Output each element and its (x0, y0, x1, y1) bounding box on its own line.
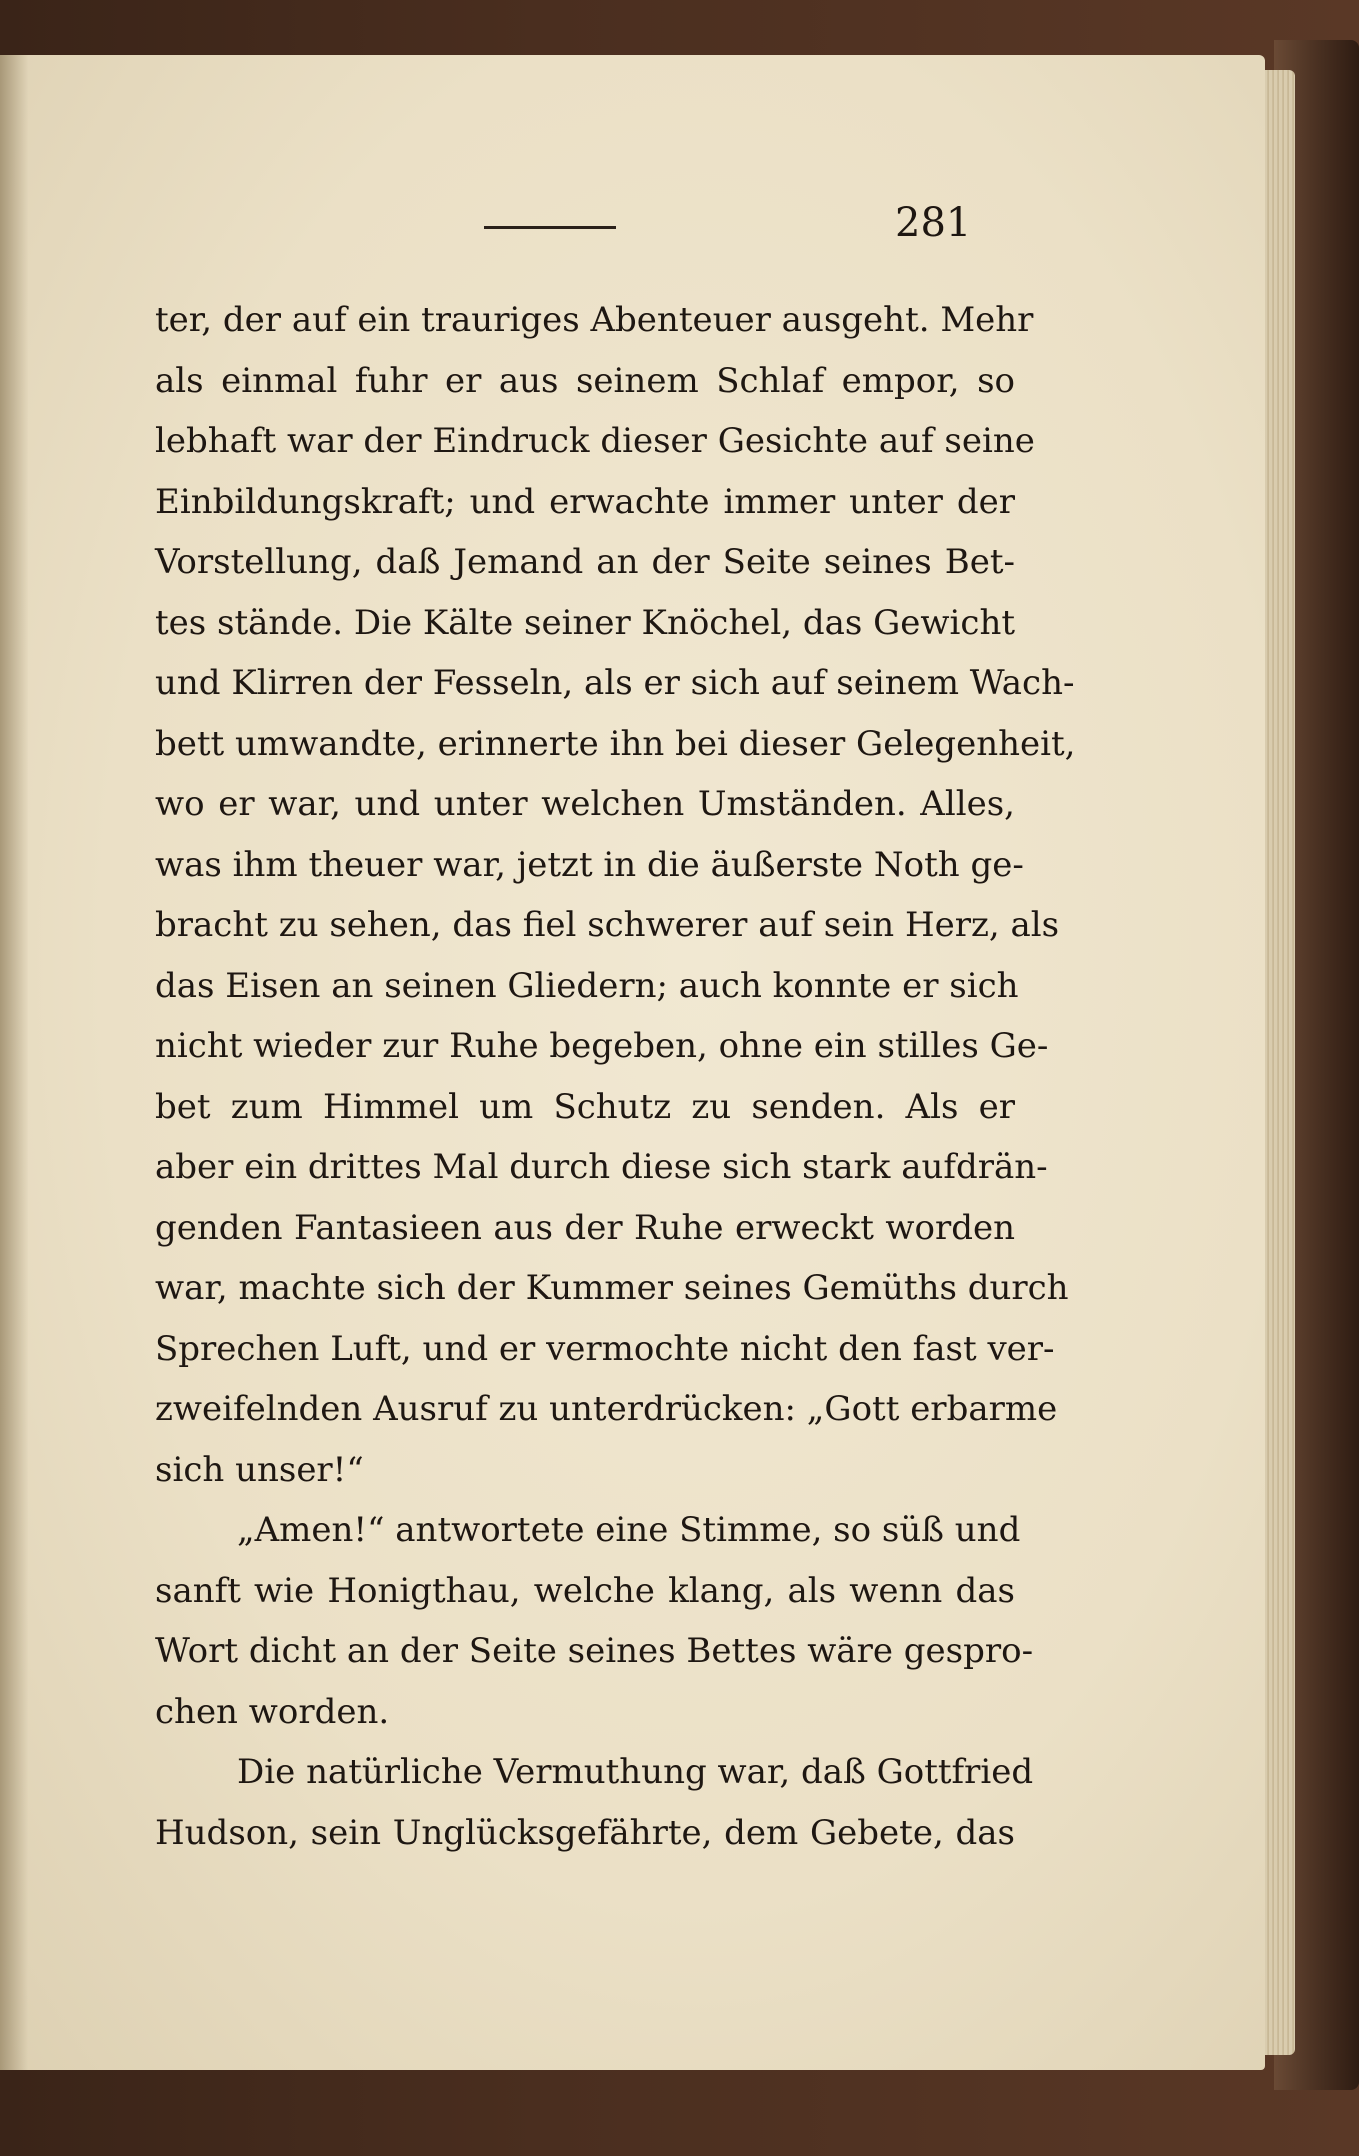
text-line: war, machte sich der Kummer seines Gemüths durch (155, 1268, 1069, 1308)
text-line: sanft wie Honigthau, welche klang, als wenn das (155, 1570, 1015, 1611)
text-line: wo er war, und unter welchen Umständen. Alles, (155, 784, 1015, 824)
page-header (0, 190, 1265, 250)
text-line: bet zum Himmel um Schutz zu senden. Als er (155, 1086, 1015, 1127)
text-line: „Amen!“ antwortete eine Stimme, so süß und (237, 1510, 1021, 1550)
text-line: Sprechen Luft, und er vermochte nicht den fast ver- (155, 1328, 1055, 1369)
text-line: bracht zu sehen, das fiel schwerer auf sein Herz, als (155, 905, 1060, 945)
text-line: Vorstellung, daß Jemand an der Seite seines Bet- (155, 542, 1015, 582)
text-line: lebhaft war der Eindruck dieser Gesichte auf seine (155, 421, 1035, 461)
page-number: 281 (895, 200, 972, 246)
text-line: sich unser!“ (155, 1449, 364, 1490)
body-text (155, 290, 1076, 1863)
text-line: chen worden. (155, 1691, 390, 1732)
text-line: bett umwandte, erinnerte ihn bei dieser Gelegenheit, (155, 723, 1076, 764)
text-line: als einmal fuhr er aus seinem Schlaf empor, so (155, 360, 1015, 401)
text-line: nicht wieder zur Ruhe begeben, ohne ein stilles Ge- (155, 1026, 1049, 1066)
text-line: genden Fantasieen aus der Ruhe erweckt worden (155, 1207, 1015, 1248)
text-line: aber ein drittes Mal durch diese sich stark aufdrän- (155, 1147, 1048, 1187)
header-rule (484, 226, 616, 229)
text-line: ter, der auf ein trauriges Abenteuer ausgeht. Mehr (155, 300, 1034, 340)
text-line: Einbildungskraft; und erwachte immer unter der (155, 481, 1015, 522)
text-line: was ihm theuer war, jetzt in die äußerste Noth ge- (155, 844, 1024, 885)
text-line: Hudson, sein Unglücksgefährte, dem Gebete, das (155, 1812, 1015, 1853)
text-line: das Eisen an seinen Gliedern; auch konnte er sich (155, 965, 1019, 1006)
text-line: zweifelnden Ausruf zu unterdrücken: „Gott erbarme (155, 1389, 1058, 1429)
text-line: und Klirren der Fesseln, als er sich auf seinem Wach- (155, 663, 1075, 703)
text-line: tes stände. Die Kälte seiner Knöchel, das Gewicht (155, 602, 1016, 643)
gutter-shadow (0, 55, 28, 2070)
text-line: Wort dicht an der Seite seines Bettes wäre gespro- (155, 1631, 1034, 1671)
text-line: Die natürliche Vermuthung war, daß Gottfried (237, 1752, 1034, 1792)
